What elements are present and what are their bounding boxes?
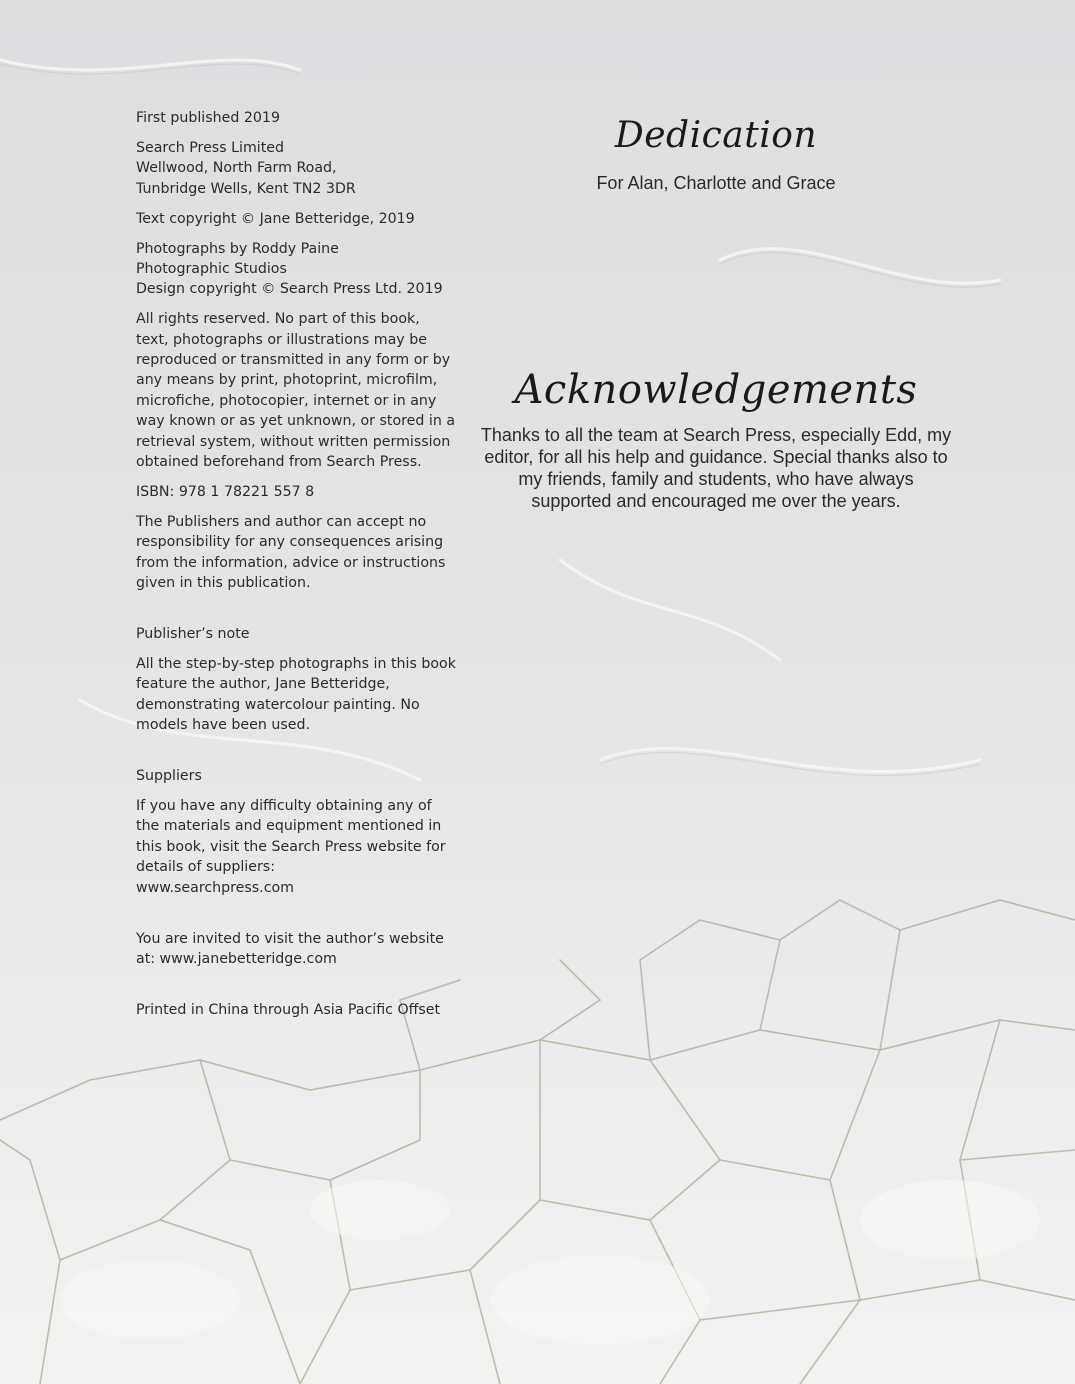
dedication-section xyxy=(468,112,964,195)
acknowledgements-heading: Acknowledgements xyxy=(514,367,918,413)
acknowledgements-section xyxy=(468,362,964,512)
suppliers-text: If you have any difficulty obtaining any of the materials and equipment mentioned in this book, visit the Search Press website for details of suppliers: www.searchpress.com xyxy=(136,797,446,896)
spacer xyxy=(136,745,456,766)
acknowledgements-text: Thanks to all the team at Search Press, especially Edd, my editor, for all his help and guidance. Special thanks also to my friends, family and students, who have always supported and encouraged me over the years. xyxy=(480,425,952,511)
suppliers-heading: Suppliers xyxy=(136,768,202,785)
dedication-heading: Dedication xyxy=(614,115,818,156)
photographs-credit: Photographs by Roddy Paine Photographic Studios Design copyright © Search Press Ltd. 2019 xyxy=(136,240,443,298)
spacer xyxy=(136,979,456,1000)
text-copyright: Text copyright © Jane Betteridge, 2019 xyxy=(136,210,415,227)
isbn: ISBN: 978 1 78221 557 8 xyxy=(136,484,315,500)
spacer xyxy=(136,603,456,624)
rights-statement: All rights reserved. No part of this book, text, photographs or illustrations may be reproduced or transmitted in any form or by any means by print, photoprint, microfilm, microfiche, photocopier, internet or in any way known or as yet unknown, or stored in a retrieval system, without written permission obtained beforehand from Search Press. xyxy=(136,311,456,471)
dedication-text: For Alan, Charlotte and Grace xyxy=(596,173,836,193)
publisher-address: Search Press Limited Wellwood, North Farm Road, Tunbridge Wells, Kent TN2 3DR xyxy=(136,139,356,197)
publishers-note: All the step-by-step photographs in this book feature the author, Jane Betteridge, demonstrating watercolour painting. No models have been used. xyxy=(136,655,456,734)
publishers-note-heading: Publisher’s note xyxy=(136,626,250,643)
spacer xyxy=(136,908,456,929)
imprint-column xyxy=(136,108,456,1030)
first-published: First published 2019 xyxy=(136,110,280,126)
printed-in: Printed in China through Asia Pacific Offset xyxy=(136,1001,441,1018)
author-website: You are invited to visit the author’s website at: www.janebetteridge.com xyxy=(136,930,444,967)
disclaimer: The Publishers and author can accept no responsibility for any consequences arising from the information, advice or instructions given in this publication. xyxy=(136,513,446,592)
